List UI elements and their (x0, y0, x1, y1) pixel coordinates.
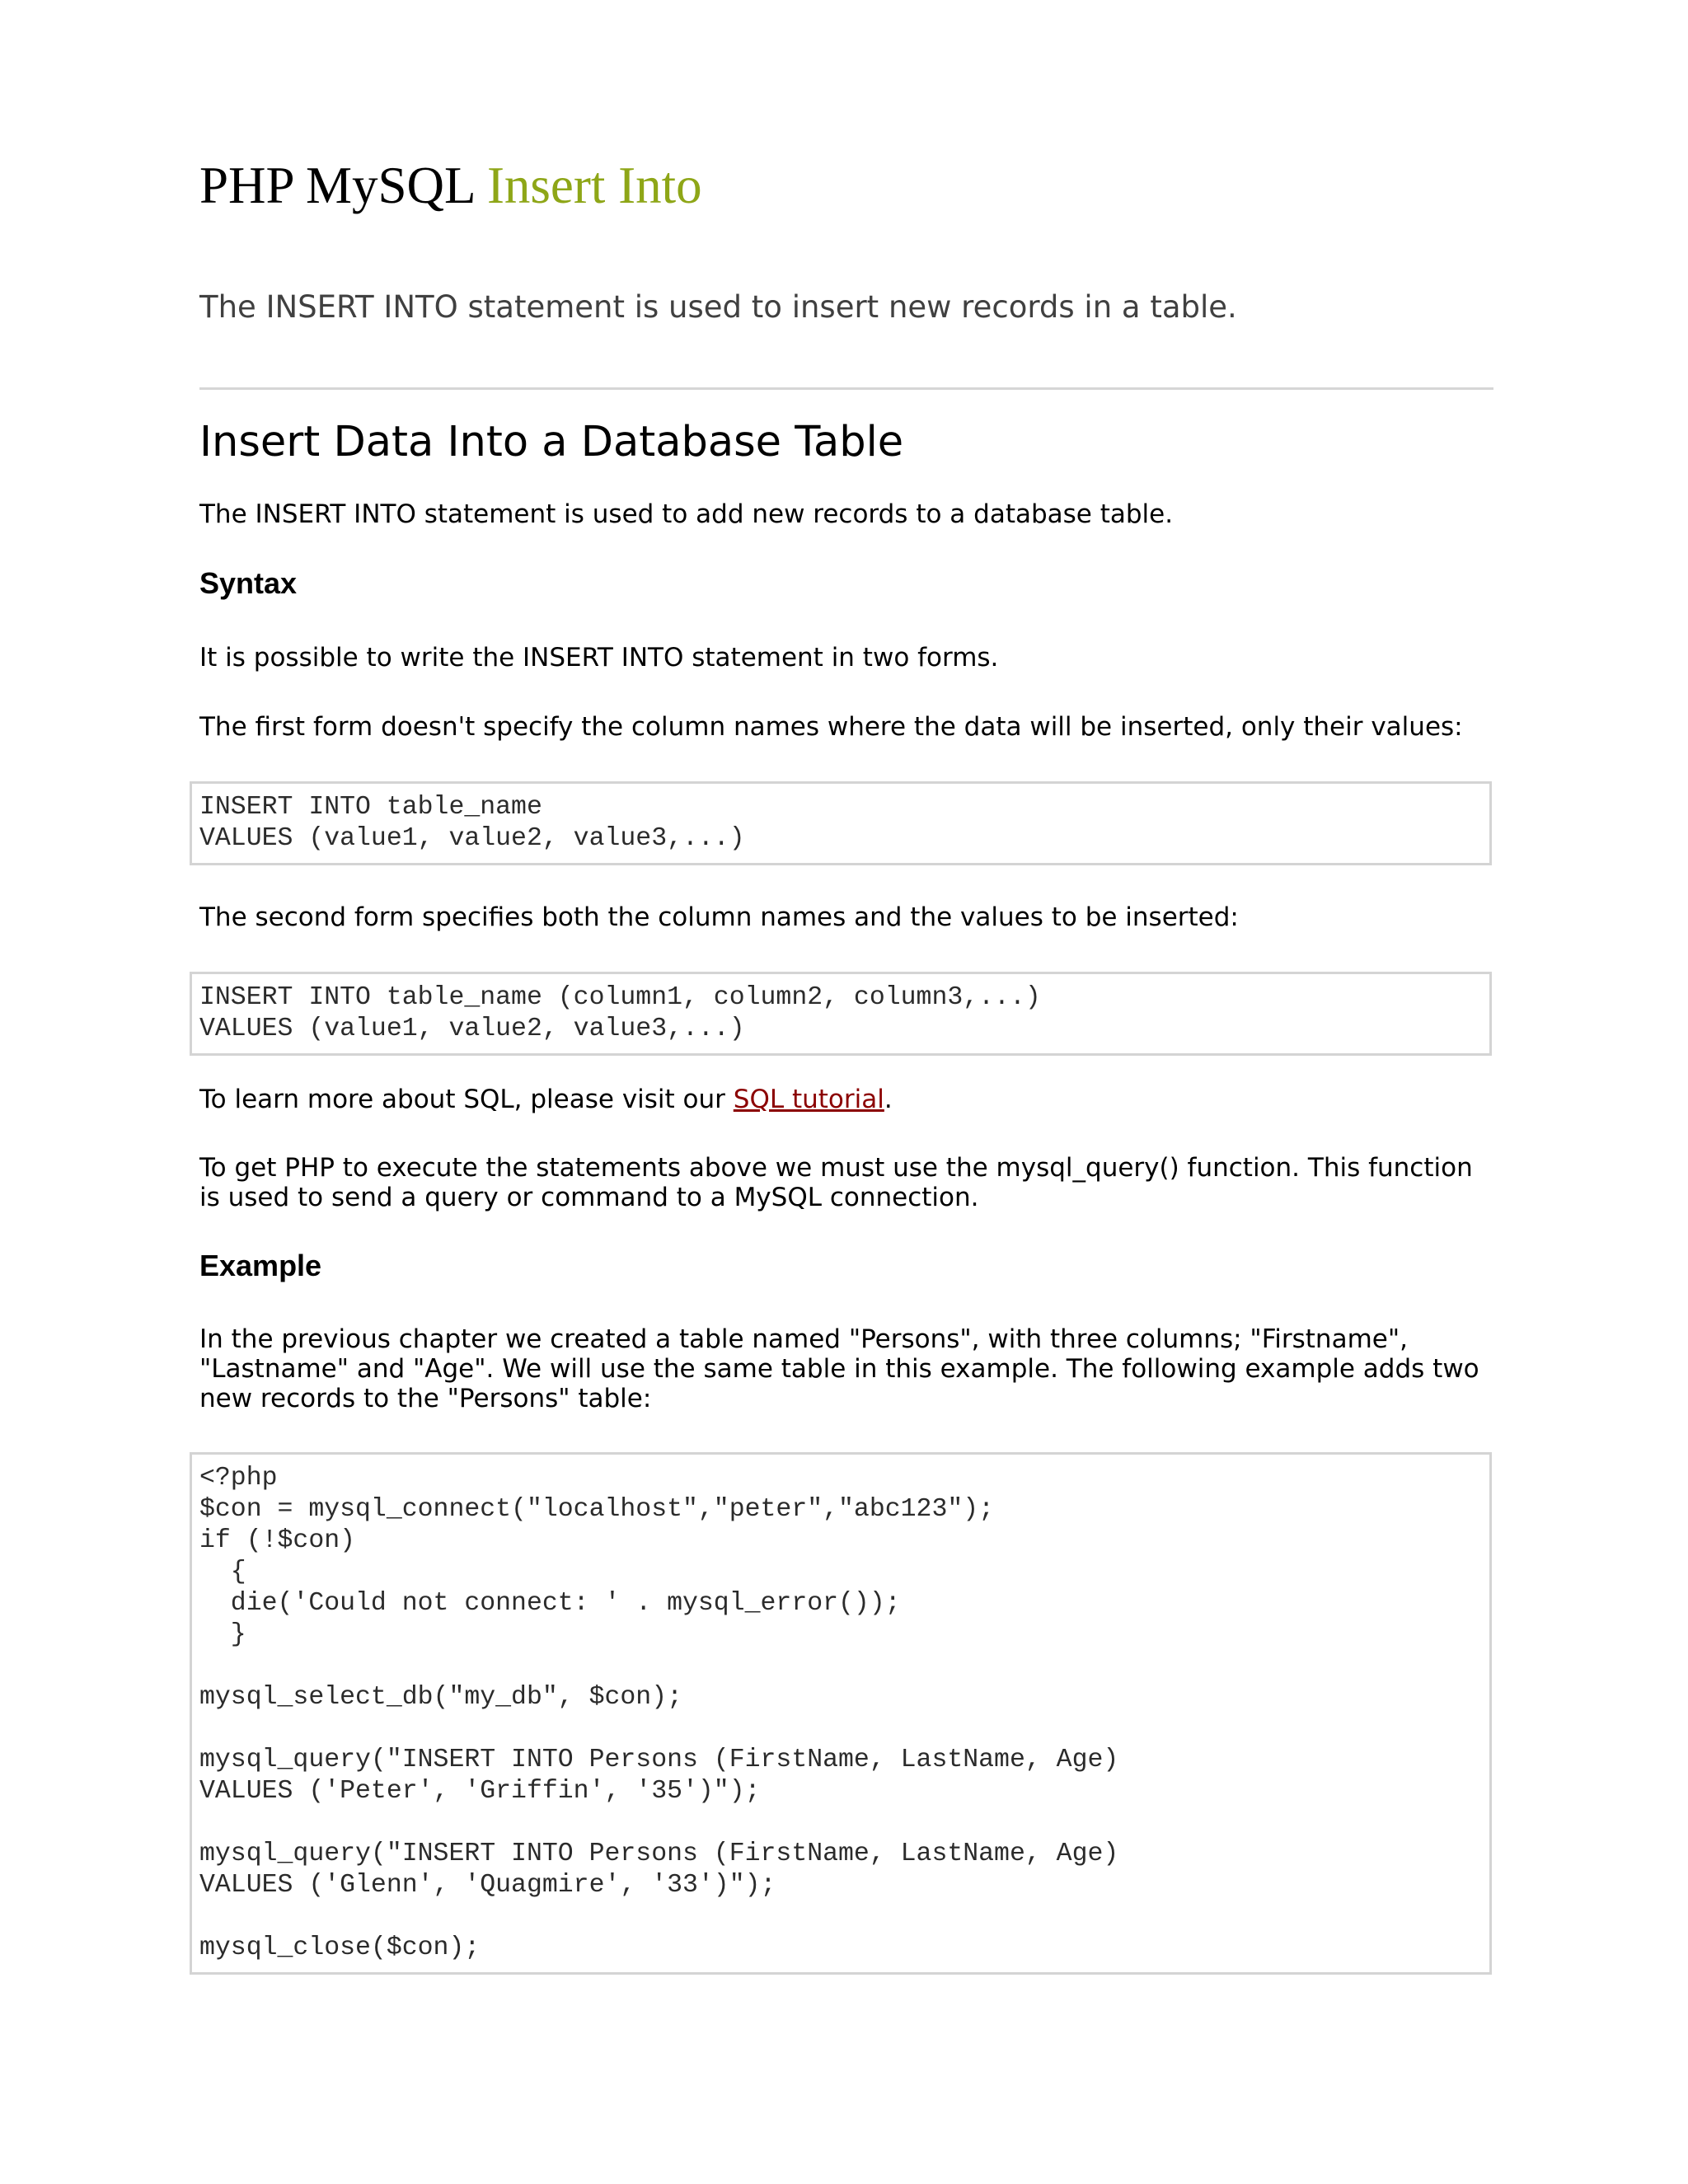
learn-more-text: To learn more about SQL, please visit our (199, 1085, 734, 1114)
syntax-heading: Syntax (199, 566, 298, 600)
example-code-block: <?php $con = mysql_connect("localhost","peter","abc123"); if (!$con) { die('Could not connect: ' . mysql_error()); } mysql_select_db("my_db", $con); mysql_query("INSERT INTO Persons (FirstName, LastName, Age) VALUES ('Peter', 'Griffin', '35')"); mysql_query("INSERT INTO Persons (FirstName, LastName, Age) VALUES ('Glenn', 'Quagmire', '33')"); mysql_close($con); (190, 1452, 1492, 1975)
syntax-paragraph-1: It is possible to write the INSERT INTO statement in two forms. (199, 643, 999, 673)
intro-text: The INSERT INTO statement is used to insert new records in a table. (199, 289, 1237, 325)
sql-tutorial-link[interactable]: SQL tutorial (733, 1085, 884, 1114)
syntax-paragraph-2: The first form doesn't specify the column names where the data will be inserted, only their values: (199, 712, 1463, 742)
code-block-form-2: INSERT INTO table_name (column1, column2, column3,...) VALUES (value1, value2, value3,...) (190, 972, 1492, 1056)
example-heading: Example (199, 1249, 322, 1282)
learn-more-paragraph (199, 1085, 1493, 1114)
syntax-paragraph-3: The second form specifies both the column names and the values to be inserted: (199, 902, 1239, 932)
example-paragraph: In the previous chapter we created a table named "Persons", with three columns; "Firstname", "Lastname" and "Age". We will use the same table in this example. The following example adds two new records to the "Persons" table: (199, 1324, 1479, 1413)
section-intro: The INSERT INTO statement is used to add new records to a database table. (199, 499, 1174, 529)
syntax-paragraph-4: To get PHP to execute the statements above we must use the mysql_query() function. This function is used to send a query or command to a MySQL connection. (199, 1153, 1473, 1212)
section-heading: Insert Data Into a Database Table (199, 418, 904, 466)
page-title-accent: Insert Into (486, 157, 702, 214)
page-title (199, 157, 702, 214)
divider (199, 387, 1493, 390)
code-block-form-1: INSERT INTO table_name VALUES (value1, value2, value3,...) (190, 781, 1492, 865)
page-title-prefix: PHP MySQL (199, 157, 475, 214)
learn-more-period: . (884, 1085, 893, 1114)
